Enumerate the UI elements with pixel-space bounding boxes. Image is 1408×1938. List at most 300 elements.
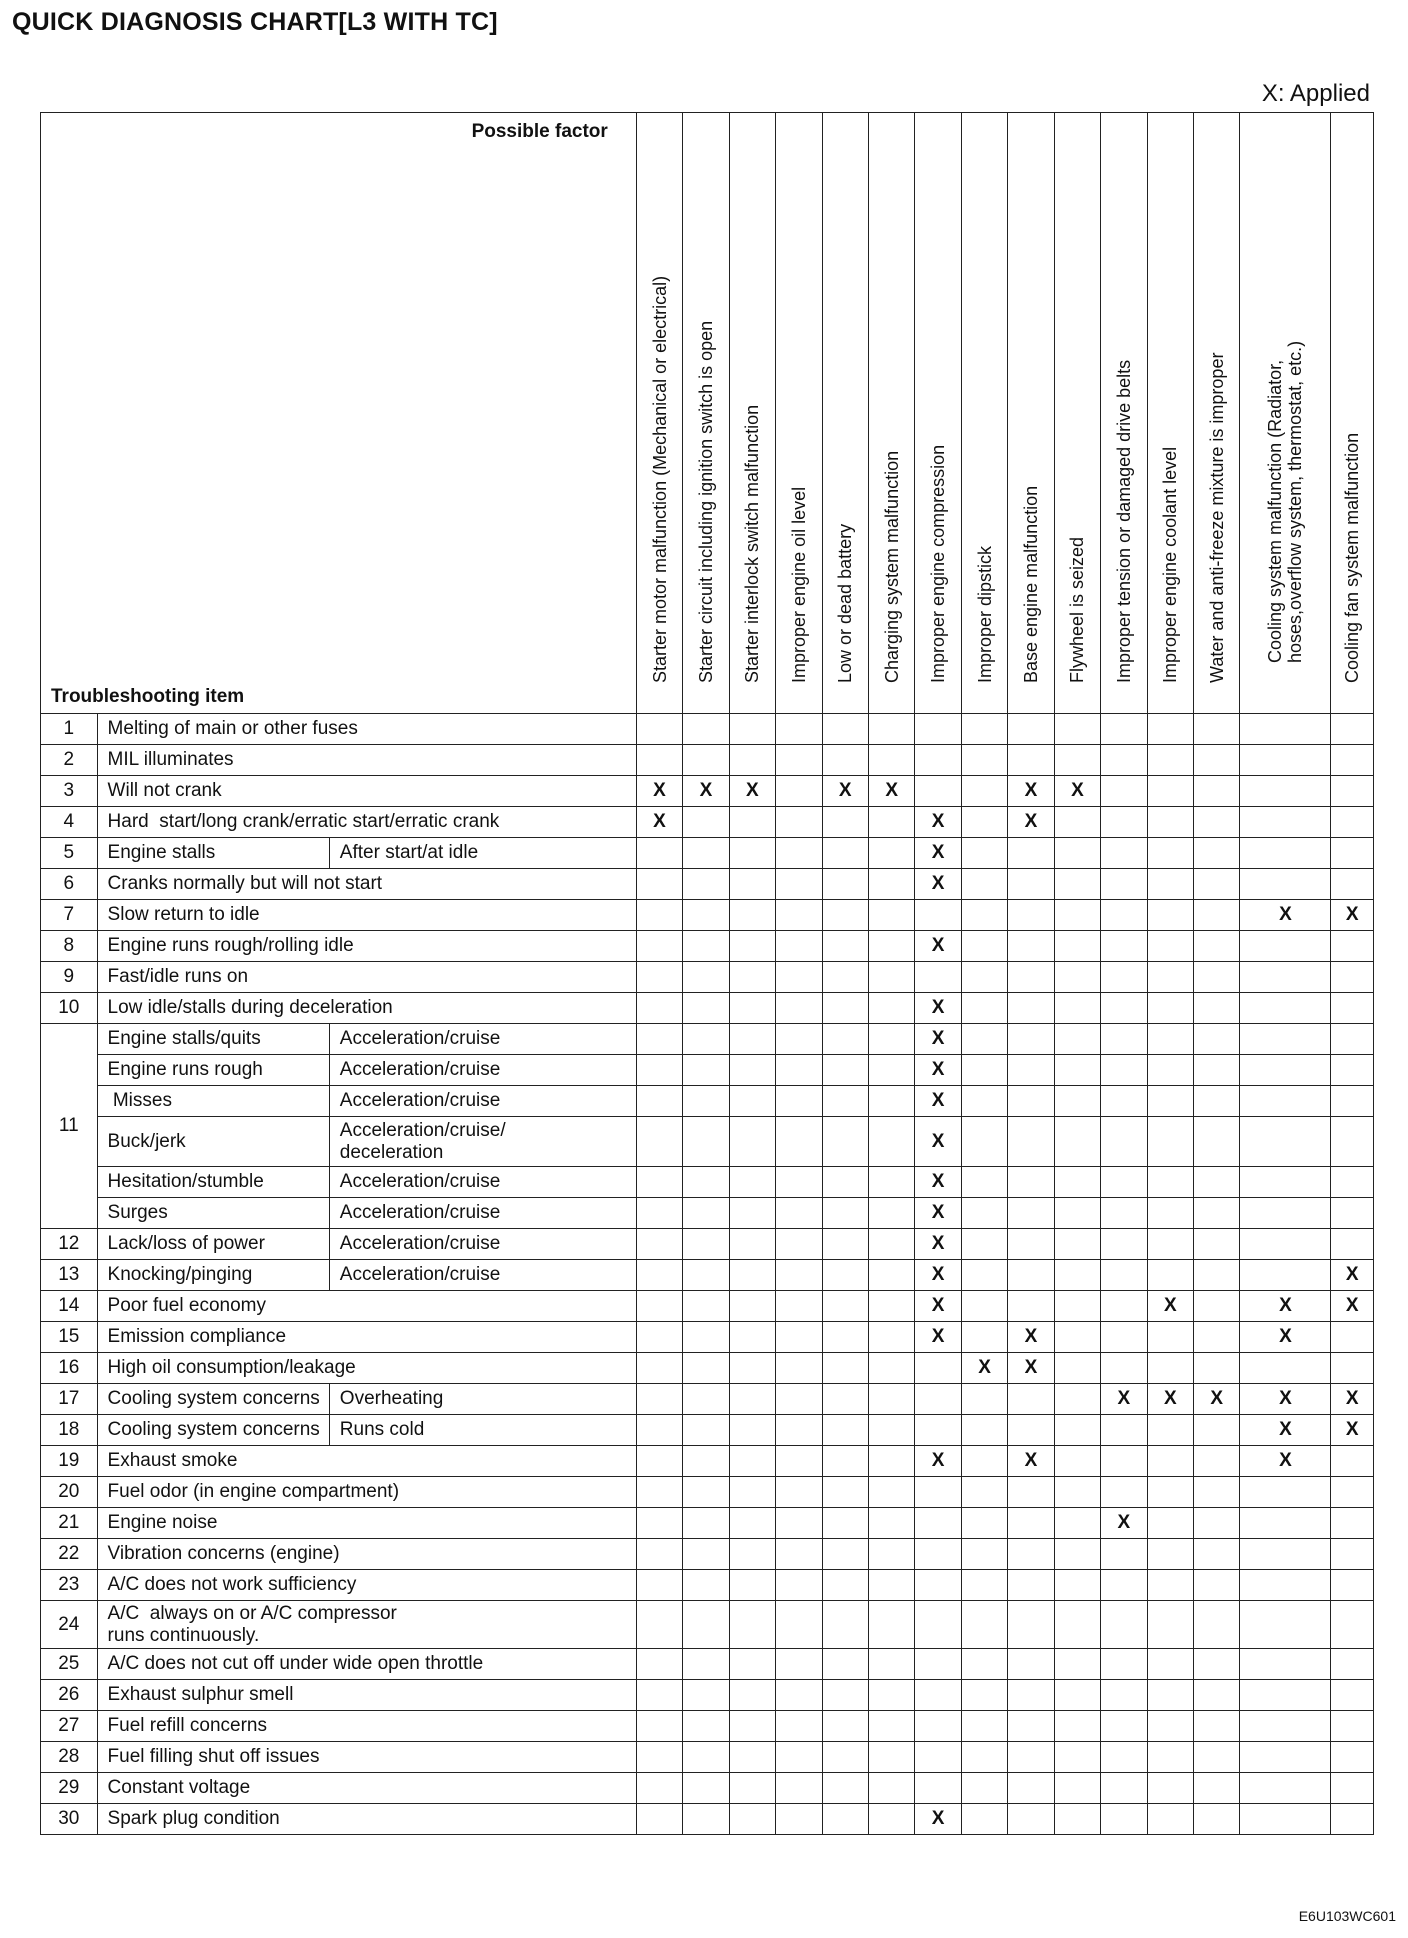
factor-cell (636, 1477, 682, 1508)
factor-cell (1008, 807, 1054, 838)
row-condition: Acceleration/cruise (329, 1198, 636, 1229)
applied-mark: X (978, 1357, 991, 1378)
factor-header (729, 113, 775, 714)
row-item: Fuel odor (in engine compartment) (97, 1477, 636, 1508)
factor-cell (683, 1353, 729, 1384)
factor-cell (1147, 1711, 1193, 1742)
factor-cell (1101, 1446, 1147, 1477)
factor-cell (1008, 1167, 1054, 1198)
factor-cell (915, 1711, 961, 1742)
row-number: 15 (41, 1322, 98, 1353)
factor-cell (1147, 1055, 1193, 1086)
applied-mark: X (699, 780, 713, 801)
factor-cell (915, 1024, 961, 1055)
factor-cell (776, 1117, 822, 1167)
applied-mark: X (931, 1808, 945, 1829)
factor-cell (1240, 1446, 1331, 1477)
factor-cell (776, 745, 822, 776)
factor-cell (1008, 1508, 1054, 1539)
factor-cell (1008, 1384, 1054, 1415)
factor-cell (636, 1446, 682, 1477)
row-number: 21 (41, 1508, 98, 1539)
factor-header (683, 113, 729, 714)
factor-cell (1101, 931, 1147, 962)
factor-cell (915, 1680, 961, 1711)
table-row (41, 1570, 1374, 1601)
factor-cell (915, 1804, 961, 1835)
row-number: 12 (41, 1229, 98, 1260)
factor-cell (961, 1773, 1007, 1804)
factor-cell (822, 869, 868, 900)
factor-cell (1240, 1117, 1331, 1167)
factor-cell (729, 745, 775, 776)
row-item: Engine stalls/quits (97, 1024, 329, 1055)
applied-mark: X (1345, 1295, 1359, 1316)
factor-cell (961, 1804, 1007, 1835)
factor-cell (1194, 1086, 1240, 1117)
row-condition: Runs cold (329, 1415, 636, 1446)
factor-cell (683, 1198, 729, 1229)
row-number: 26 (41, 1680, 98, 1711)
applied-mark: X (1163, 1295, 1177, 1316)
factor-cell (729, 1477, 775, 1508)
factor-cell (1331, 1539, 1374, 1570)
factor-cell (683, 1508, 729, 1539)
factor-cell (1101, 1508, 1147, 1539)
row-item: Fast/idle runs on (97, 962, 636, 993)
table-row (41, 1024, 1374, 1055)
row-item: Buck/jerk (97, 1117, 329, 1167)
factor-cell (1194, 1024, 1240, 1055)
factor-cell (1147, 1384, 1193, 1415)
table-row (41, 962, 1374, 993)
factor-cell (1054, 1198, 1100, 1229)
factor-cell (868, 1773, 914, 1804)
row-number: 17 (41, 1384, 98, 1415)
applied-mark: X (838, 780, 852, 801)
factor-label: Water and anti-freeze mixture is improper (1206, 352, 1227, 683)
row-item: Surges (97, 1198, 329, 1229)
factor-cell (822, 807, 868, 838)
factor-cell (683, 931, 729, 962)
diagnosis-table (40, 112, 1374, 1835)
factor-cell (1194, 931, 1240, 962)
factor-cell (1008, 1229, 1054, 1260)
factor-cell (915, 714, 961, 745)
row-condition: Acceleration/cruise (329, 1086, 636, 1117)
factor-cell (1054, 1260, 1100, 1291)
factor-cell (868, 1384, 914, 1415)
factor-label: Improper engine oil level (788, 486, 809, 683)
row-number: 27 (41, 1711, 98, 1742)
factor-cell (776, 1601, 822, 1649)
factor-cell (729, 1415, 775, 1446)
factor-cell (636, 714, 682, 745)
factor-cell (1147, 1446, 1193, 1477)
factor-cell (1008, 1477, 1054, 1508)
factor-cell (868, 714, 914, 745)
factor-header (1331, 113, 1374, 714)
factor-cell (1054, 1773, 1100, 1804)
applied-mark: X (653, 811, 666, 832)
row-item: Cooling system concerns (97, 1384, 329, 1415)
factor-header (1008, 113, 1054, 714)
factor-cell (636, 1322, 682, 1353)
table-row (41, 1322, 1374, 1353)
factor-cell (1101, 1570, 1147, 1601)
factor-cell (868, 1570, 914, 1601)
factor-cell (636, 1353, 682, 1384)
factor-cell (868, 745, 914, 776)
factor-cell (1101, 1353, 1147, 1384)
factor-cell (868, 1086, 914, 1117)
factor-cell (1240, 931, 1331, 962)
table-row (41, 1291, 1374, 1322)
factor-cell (1101, 745, 1147, 776)
factor-cell (776, 1649, 822, 1680)
factor-cell (776, 931, 822, 962)
factor-cell (683, 1446, 729, 1477)
factor-cell (1240, 1742, 1331, 1773)
factor-cell (776, 1322, 822, 1353)
table-row (41, 1539, 1374, 1570)
factor-cell (683, 838, 729, 869)
table-row (41, 1601, 1374, 1649)
factor-cell (822, 1167, 868, 1198)
factor-cell (822, 1086, 868, 1117)
factor-cell (1331, 838, 1374, 869)
factor-cell (1101, 1117, 1147, 1167)
factor-cell (868, 1804, 914, 1835)
factor-cell (868, 1508, 914, 1539)
factor-cell (776, 1508, 822, 1539)
factor-cell (636, 1804, 682, 1835)
applied-mark: X (1279, 904, 1292, 925)
factor-cell (822, 1804, 868, 1835)
applied-mark: X (1210, 1388, 1224, 1409)
figure-code: E6U103WC601 (1298, 1908, 1396, 1924)
factor-cell (1240, 869, 1331, 900)
row-item: Fuel refill concerns (97, 1711, 636, 1742)
factor-cell (636, 900, 682, 931)
factor-cell (915, 1570, 961, 1601)
row-number: 10 (41, 993, 98, 1024)
table-row (41, 1711, 1374, 1742)
factor-cell (683, 993, 729, 1024)
factor-cell (961, 962, 1007, 993)
factor-cell (1240, 1260, 1331, 1291)
factor-cell (1054, 931, 1100, 962)
factor-cell (1101, 1415, 1147, 1446)
factor-cell (729, 1601, 775, 1649)
factor-cell (822, 1260, 868, 1291)
row-number: 23 (41, 1570, 98, 1601)
table-row (41, 869, 1374, 900)
factor-cell (1147, 1508, 1193, 1539)
factor-cell (1147, 1773, 1193, 1804)
factor-cell (1008, 1446, 1054, 1477)
factor-cell (915, 776, 961, 807)
factor-cell (1331, 1117, 1374, 1167)
factor-header (961, 113, 1007, 714)
factor-cell (961, 1649, 1007, 1680)
factor-cell (1240, 1291, 1331, 1322)
factor-cell (1331, 1229, 1374, 1260)
factor-cell (1008, 900, 1054, 931)
factor-cell (1194, 776, 1240, 807)
factor-cell (1147, 776, 1193, 807)
factor-cell (915, 1384, 961, 1415)
row-item: A/C always on or A/C compressor runs continuously. (97, 1601, 636, 1649)
applied-mark: X (931, 1264, 945, 1285)
factor-cell (636, 1024, 682, 1055)
factor-cell (1331, 1649, 1374, 1680)
factor-cell (683, 1742, 729, 1773)
factor-cell (1054, 1477, 1100, 1508)
factor-cell (822, 1322, 868, 1353)
factor-cell (961, 1322, 1007, 1353)
factor-cell (729, 1570, 775, 1601)
table-row (41, 807, 1374, 838)
applied-mark: X (931, 1090, 945, 1111)
factor-cell (1194, 1353, 1240, 1384)
factor-cell (1194, 1804, 1240, 1835)
factor-cell (1008, 1711, 1054, 1742)
factor-cell (776, 1446, 822, 1477)
factor-cell (1331, 1086, 1374, 1117)
factor-header (868, 113, 914, 714)
row-number: 30 (41, 1804, 98, 1835)
factor-cell (822, 1539, 868, 1570)
factor-cell (729, 838, 775, 869)
factor-cell (822, 1508, 868, 1539)
factor-cell (683, 1415, 729, 1446)
factor-cell (636, 776, 682, 807)
factor-cell (961, 1229, 1007, 1260)
row-item: Fuel filling shut off issues (97, 1742, 636, 1773)
factor-cell (1054, 1539, 1100, 1570)
row-item: Exhaust sulphur smell (97, 1680, 636, 1711)
factor-label: Improper dipstick (974, 545, 995, 683)
row-number: 4 (41, 807, 98, 838)
row-number: 28 (41, 1742, 98, 1773)
factor-cell (1240, 1024, 1331, 1055)
factor-cell (1008, 931, 1054, 962)
factor-cell (1101, 900, 1147, 931)
applied-mark: X (1345, 1419, 1359, 1440)
factor-cell (1194, 1291, 1240, 1322)
factor-cell (683, 1260, 729, 1291)
factor-cell (1147, 1167, 1193, 1198)
factor-cell (1054, 1601, 1100, 1649)
factor-cell (868, 1260, 914, 1291)
factor-cell (1008, 1198, 1054, 1229)
factor-cell (1101, 1260, 1147, 1291)
table-row (41, 1742, 1374, 1773)
factor-cell (1331, 714, 1374, 745)
factor-cell (1194, 1680, 1240, 1711)
factor-cell (915, 745, 961, 776)
table-row (41, 714, 1374, 745)
factor-cell (1194, 1601, 1240, 1649)
factor-cell (822, 1477, 868, 1508)
factor-cell (636, 993, 682, 1024)
factor-cell (868, 1601, 914, 1649)
factor-cell (636, 1539, 682, 1570)
factor-cell (683, 869, 729, 900)
factor-cell (776, 1229, 822, 1260)
row-number: 20 (41, 1477, 98, 1508)
factor-cell (915, 1198, 961, 1229)
factor-cell (729, 714, 775, 745)
factor-cell (961, 1711, 1007, 1742)
factor-header (1194, 113, 1240, 714)
factor-cell (1331, 1711, 1374, 1742)
row-item: High oil consumption/leakage (97, 1353, 636, 1384)
factor-cell (1147, 1198, 1193, 1229)
factor-cell (1101, 1680, 1147, 1711)
applied-mark: X (1024, 780, 1038, 801)
factor-cell (683, 1117, 729, 1167)
factor-cell (1194, 1198, 1240, 1229)
row-item: Engine stalls (97, 838, 329, 869)
row-item: Spark plug condition (97, 1804, 636, 1835)
row-item: Constant voltage (97, 1773, 636, 1804)
applied-mark: X (931, 842, 945, 863)
factor-cell (1008, 1322, 1054, 1353)
factor-cell (1331, 1353, 1374, 1384)
factor-cell (636, 869, 682, 900)
row-number: 18 (41, 1415, 98, 1446)
factor-cell (915, 1167, 961, 1198)
factor-cell (822, 1229, 868, 1260)
factor-cell (1008, 1539, 1054, 1570)
factor-cell (776, 1353, 822, 1384)
factor-cell (729, 1680, 775, 1711)
factor-cell (1147, 838, 1193, 869)
factor-cell (1101, 1773, 1147, 1804)
factor-cell (636, 1229, 682, 1260)
table-row (41, 1353, 1374, 1384)
factor-cell (1147, 993, 1193, 1024)
row-number: 16 (41, 1353, 98, 1384)
factor-cell (915, 1773, 961, 1804)
applied-mark: X (931, 935, 945, 956)
factor-cell (961, 1353, 1007, 1384)
factor-cell (1331, 1742, 1374, 1773)
factor-cell (1194, 1742, 1240, 1773)
factor-cell (636, 1198, 682, 1229)
factor-cell (1147, 962, 1193, 993)
row-item: Engine noise (97, 1508, 636, 1539)
table-row (41, 1446, 1374, 1477)
row-item: Slow return to idle (97, 900, 636, 931)
applied-mark: X (1279, 1450, 1292, 1471)
applied-mark: X (1345, 1264, 1359, 1285)
factor-cell (1194, 838, 1240, 869)
factor-cell (1331, 962, 1374, 993)
factor-cell (1101, 1229, 1147, 1260)
factor-cell (1194, 869, 1240, 900)
factor-cell (868, 1117, 914, 1167)
factor-cell (1147, 1322, 1193, 1353)
factor-cell (1240, 1649, 1331, 1680)
factor-cell (822, 1570, 868, 1601)
factor-cell (961, 1055, 1007, 1086)
factor-cell (1331, 1384, 1374, 1415)
row-item: Emission compliance (97, 1322, 636, 1353)
row-item: Misses (97, 1086, 329, 1117)
factor-cell (776, 900, 822, 931)
factor-cell (1147, 869, 1193, 900)
row-item: Engine runs rough (97, 1055, 329, 1086)
row-number: 29 (41, 1773, 98, 1804)
factor-cell (822, 900, 868, 931)
table-row (41, 1117, 1374, 1167)
factor-header (1054, 113, 1100, 714)
factor-cell (1101, 993, 1147, 1024)
factor-cell (1240, 1804, 1331, 1835)
factor-cell (1194, 745, 1240, 776)
factor-cell (868, 1680, 914, 1711)
factor-cell (1101, 1167, 1147, 1198)
factor-header (915, 113, 961, 714)
factor-cell (1054, 869, 1100, 900)
applied-mark: X (653, 780, 666, 801)
applied-mark: X (931, 873, 945, 894)
factor-cell (776, 1742, 822, 1773)
factor-cell (683, 1167, 729, 1198)
factor-cell (1331, 1198, 1374, 1229)
factor-cell (729, 1384, 775, 1415)
factor-cell (822, 1055, 868, 1086)
row-condition: Acceleration/cruise (329, 1229, 636, 1260)
row-number: 3 (41, 776, 98, 807)
factor-cell (1331, 1601, 1374, 1649)
factor-cell (683, 1477, 729, 1508)
factor-cell (636, 807, 682, 838)
factor-cell (1147, 1291, 1193, 1322)
factor-cell (961, 1024, 1007, 1055)
factor-cell (1054, 1322, 1100, 1353)
row-number: 5 (41, 838, 98, 869)
row-item: Exhaust smoke (97, 1446, 636, 1477)
factor-cell (1054, 776, 1100, 807)
applied-mark: X (1024, 1450, 1038, 1471)
factor-cell (1240, 1570, 1331, 1601)
factor-cell (729, 931, 775, 962)
factor-cell (1331, 1167, 1374, 1198)
table-row (41, 1086, 1374, 1117)
table-row (41, 1055, 1374, 1086)
factor-header (822, 113, 868, 714)
factor-cell (868, 1291, 914, 1322)
factor-cell (729, 993, 775, 1024)
factor-cell (729, 900, 775, 931)
table-row (41, 1477, 1374, 1508)
factor-cell (1101, 1086, 1147, 1117)
factor-header-row (41, 113, 1374, 714)
factor-cell (961, 1415, 1007, 1446)
factor-cell (683, 1649, 729, 1680)
applied-mark: X (1024, 1357, 1038, 1378)
factor-cell (776, 1477, 822, 1508)
factor-cell (776, 776, 822, 807)
factor-cell (1101, 1198, 1147, 1229)
factor-cell (822, 714, 868, 745)
factor-cell (868, 1446, 914, 1477)
factor-cell (636, 1773, 682, 1804)
